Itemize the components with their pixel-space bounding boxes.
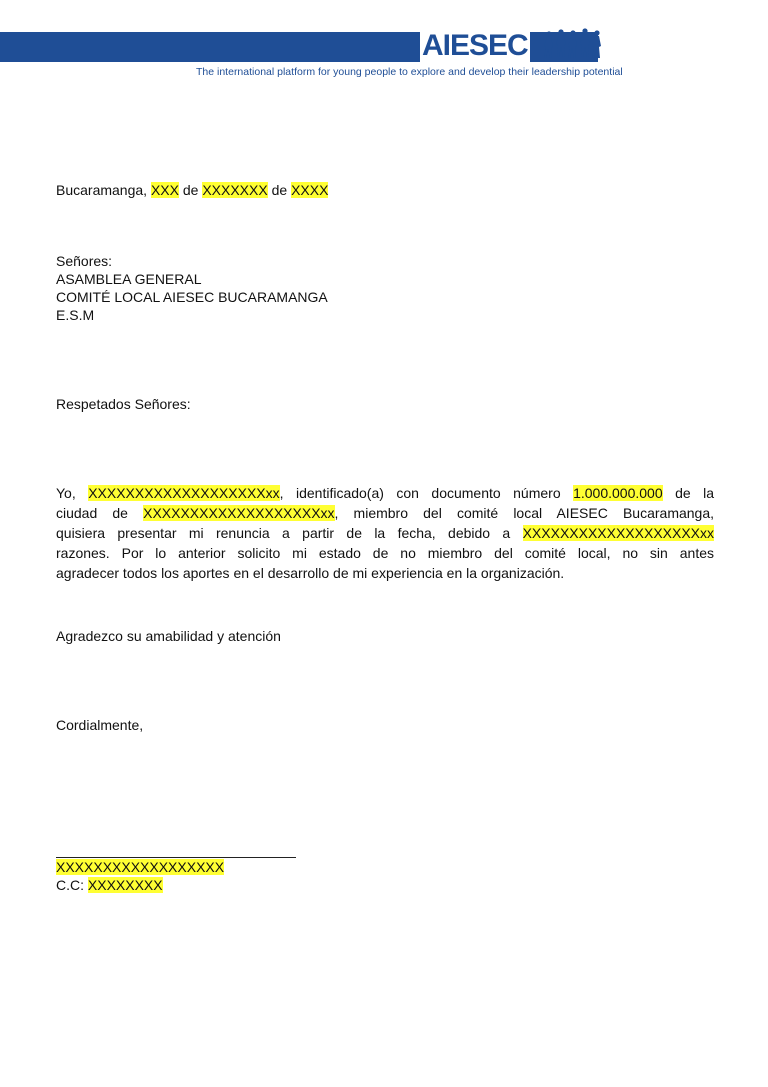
date-de-1: de xyxy=(182,182,199,198)
body-line-4: razones. Por lo anterior solicito mi estado de no miembro del comité local, no sin antes xyxy=(56,545,714,561)
greeting: Respetados Señores: xyxy=(56,396,191,412)
date-line xyxy=(56,181,328,199)
body-text: ciudad de xyxy=(56,505,128,521)
resignation-reasons: XXXXXXXXXXXXXXXXXXXxx xyxy=(522,525,715,541)
thanks-line: Agradezco su amabilidad y atención xyxy=(56,628,281,644)
body-line-1 xyxy=(56,483,714,503)
date-city: Bucaramanga, xyxy=(56,182,148,198)
signature-cc-line xyxy=(56,876,163,894)
member-city: XXXXXXXXXXXXXXXXXXXxx xyxy=(143,505,335,521)
logo-text: AIESEC xyxy=(422,29,528,62)
date-month: XXXXXXX xyxy=(202,182,268,198)
cc-label: C.C: xyxy=(56,877,84,893)
recipient-line-1: ASAMBLEA GENERAL xyxy=(56,271,202,287)
body-paragraph xyxy=(56,483,714,583)
body-text: de la xyxy=(675,485,715,501)
closing-line: Cordialmente, xyxy=(56,717,144,733)
signature-name-line xyxy=(56,858,224,876)
body-text: , identificado(a) con documento número xyxy=(279,485,561,501)
signature-name: XXXXXXXXXXXXXXXXXX xyxy=(56,859,225,875)
date-day: XXX xyxy=(150,182,179,198)
body-text: quisiera presentar mi renuncia a partir de la fecha, debido a xyxy=(56,525,511,541)
recipient-line-3: E.S.M xyxy=(56,307,95,323)
date-de-2: de xyxy=(271,182,288,198)
body-line-5: agradecer todos los aportes en el desarrollo de mi experiencia en la organización. xyxy=(56,565,565,581)
body-line-3 xyxy=(56,523,714,543)
body-line-2 xyxy=(56,503,714,523)
aiesec-logo xyxy=(398,26,610,66)
member-name: XXXXXXXXXXXXXXXXXXXxx xyxy=(88,485,280,501)
date-year: XXXX xyxy=(291,182,329,198)
document-number: 1.000.000.000 xyxy=(573,485,663,501)
cc-value: XXXXXXXX xyxy=(87,877,163,893)
people-silhouettes-icon xyxy=(543,26,609,66)
recipient-line-2: COMITÉ LOCAL AIESEC BUCARAMANGA xyxy=(56,289,328,305)
recipient-salutation: Señores: xyxy=(56,253,113,269)
body-text: , miembro del comité local AIESEC Bucaramanga, xyxy=(334,505,715,521)
tagline: The international platform for young people to explore and develop their leadership potential xyxy=(196,66,623,78)
body-text: Yo, xyxy=(56,485,76,501)
